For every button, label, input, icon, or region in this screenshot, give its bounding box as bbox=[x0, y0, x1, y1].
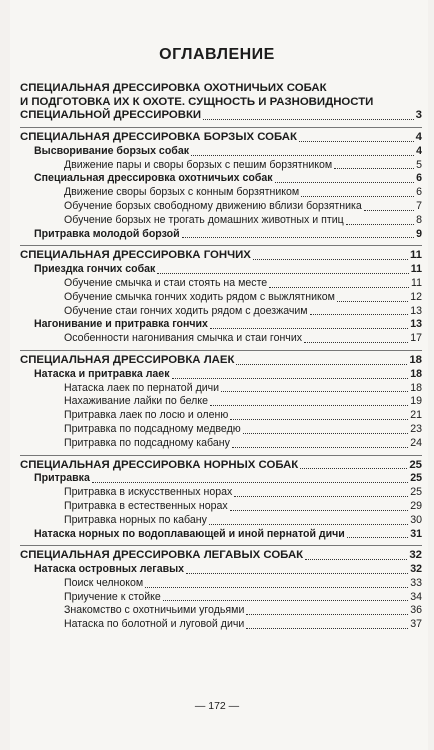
topic-entry[interactable] bbox=[20, 437, 422, 451]
topic-entry[interactable] bbox=[20, 186, 422, 200]
entry-title: Приучение к стойке bbox=[64, 590, 161, 603]
entry-title: Натаска норных по водоплавающей и иной пернатой дичи bbox=[34, 527, 345, 540]
dot-leader bbox=[364, 210, 414, 211]
topic-entry[interactable] bbox=[20, 604, 422, 618]
entry-title: СПЕЦИАЛЬНОЙ ДРЕССИРОВКИ bbox=[20, 109, 202, 122]
topic-entry[interactable] bbox=[20, 159, 422, 173]
topic-entry[interactable] bbox=[20, 382, 422, 396]
entry-title: СПЕЦИАЛЬНАЯ ДРЕССИРОВКА ЛАЕК bbox=[20, 353, 235, 366]
entry-title: Специальная дрессировка охотничьих собак bbox=[34, 172, 273, 185]
entry-title: Притравка лаек по лосю и оленю bbox=[64, 409, 229, 422]
page-number: 37 bbox=[410, 618, 422, 631]
dot-leader bbox=[236, 364, 407, 365]
topic-entry[interactable] bbox=[20, 200, 422, 214]
section-heading[interactable] bbox=[20, 549, 422, 563]
page-number: 17 bbox=[410, 332, 422, 345]
entry-title: Натаска по болотной и луговой дичи bbox=[64, 618, 245, 631]
entry-title: Обучение смычка и стаи стоять на месте bbox=[64, 276, 268, 289]
page-number: 9 bbox=[416, 227, 422, 240]
entry-title: Притравка норных по кабану bbox=[64, 513, 207, 526]
entry-title: Высворивание борзых собак bbox=[34, 144, 190, 157]
dot-leader bbox=[346, 224, 414, 225]
entry-title: Нахаживание лайки по белке bbox=[64, 395, 208, 408]
entry-title: Знакомство с охотничьими угодьями bbox=[64, 604, 245, 617]
entry-title: Натаска островных легавых bbox=[34, 563, 185, 576]
dot-leader bbox=[230, 510, 409, 511]
page-number: 18 bbox=[410, 381, 422, 394]
entry-title: Притравка в искусственных норах bbox=[64, 486, 233, 499]
dot-leader bbox=[337, 301, 408, 302]
entry-title: Движение пары и своры борзых с пешим борзятником bbox=[64, 158, 333, 171]
dot-leader bbox=[232, 447, 408, 448]
topic-entry[interactable] bbox=[20, 500, 422, 514]
topic-entry[interactable] bbox=[20, 214, 422, 228]
dot-leader bbox=[182, 237, 414, 238]
entry-title: Приездка гончих собак bbox=[34, 263, 156, 276]
intro-line-1: СПЕЦИАЛЬНАЯ ДРЕССИРОВКА ОХОТНИЧЬИХ СОБАК bbox=[20, 82, 327, 94]
page-number: 8 bbox=[416, 213, 422, 226]
topic-entry[interactable] bbox=[20, 291, 422, 305]
page-number: 6 bbox=[416, 186, 422, 199]
topic-entry[interactable] bbox=[20, 514, 422, 528]
dot-leader bbox=[145, 587, 408, 588]
entry-title: Притравка bbox=[34, 472, 90, 485]
dot-leader bbox=[347, 537, 408, 538]
page-number: 6 bbox=[416, 172, 422, 185]
topic-entry[interactable] bbox=[20, 591, 422, 605]
dot-leader bbox=[243, 433, 408, 434]
intro-entry[interactable] bbox=[20, 109, 422, 123]
entry-title: Обучение борзых свободному движению вблизи борзятника bbox=[64, 199, 362, 212]
page-number: 29 bbox=[410, 499, 422, 512]
subsection-entry[interactable] bbox=[20, 368, 422, 382]
topic-entry[interactable] bbox=[20, 305, 422, 319]
page-number: 30 bbox=[410, 513, 422, 526]
topic-entry[interactable] bbox=[20, 395, 422, 409]
dot-leader bbox=[246, 614, 408, 615]
entry-title: Натаска лаек по пернатой дичи bbox=[64, 381, 220, 394]
topic-entry[interactable] bbox=[20, 423, 422, 437]
section-heading[interactable] bbox=[20, 459, 422, 473]
entry-title: Притравка молодой борзой bbox=[34, 227, 180, 240]
dot-leader bbox=[253, 259, 408, 260]
subsection-entry[interactable] bbox=[20, 563, 422, 577]
dot-leader bbox=[301, 196, 414, 197]
page-number: 5 bbox=[416, 158, 422, 171]
dot-leader bbox=[157, 273, 408, 274]
dot-leader bbox=[234, 496, 408, 497]
subsection-entry[interactable] bbox=[20, 172, 422, 186]
entry-title: СПЕЦИАЛЬНАЯ ДРЕССИРОВКА БОРЗЫХ СОБАК bbox=[20, 130, 297, 143]
subsection-entry[interactable] bbox=[20, 528, 422, 542]
page-title: ОГЛАВЛЕНИЕ bbox=[159, 46, 275, 63]
dot-leader bbox=[186, 573, 408, 574]
page-number: 11 bbox=[410, 263, 422, 276]
entry-title: Притравка по подсадному кабану bbox=[64, 436, 230, 449]
dot-leader bbox=[300, 468, 407, 469]
intro-line-2: И ПОДГОТОВКА ИХ К ОХОТЕ. СУЩНОСТЬ И РАЗНОВИДНОСТИ bbox=[20, 95, 374, 108]
section-separator bbox=[20, 127, 422, 128]
entry-title: СПЕЦИАЛЬНАЯ ДРЕССИРОВКА ЛЕГАВЫХ СОБАК bbox=[20, 549, 304, 562]
section-separator bbox=[20, 545, 422, 546]
topic-entry[interactable] bbox=[20, 486, 422, 500]
dot-leader bbox=[92, 482, 408, 483]
page-number: 33 bbox=[410, 576, 422, 589]
section-separator bbox=[20, 455, 422, 456]
page-number: 11 bbox=[409, 249, 422, 262]
dot-leader bbox=[269, 287, 409, 288]
subsection-entry[interactable] bbox=[20, 472, 422, 486]
page-number: 13 bbox=[410, 318, 422, 331]
entry-title: Натаска и притравка лаек bbox=[34, 367, 170, 380]
page-number: 36 bbox=[410, 604, 422, 617]
page-number: 25 bbox=[409, 458, 422, 471]
dot-leader bbox=[334, 168, 414, 169]
dot-leader bbox=[304, 342, 408, 343]
section-heading[interactable] bbox=[20, 249, 422, 263]
dot-leader bbox=[299, 141, 414, 142]
entry-title: СПЕЦИАЛЬНАЯ ДРЕССИРОВКА ГОНЧИХ bbox=[20, 249, 251, 262]
page-number: 25 bbox=[410, 486, 422, 499]
entry-title: СПЕЦИАЛЬНАЯ ДРЕССИРОВКА НОРНЫХ СОБАК bbox=[20, 458, 299, 471]
entry-title: Притравка по подсадному медведю bbox=[64, 422, 241, 435]
section-heading[interactable] bbox=[20, 354, 422, 368]
dot-leader bbox=[210, 328, 408, 329]
page-number: 32 bbox=[410, 563, 422, 576]
subsection-entry[interactable] bbox=[20, 263, 422, 277]
page-footer-number: — 172 — bbox=[194, 700, 240, 712]
page-number: 4 bbox=[415, 130, 422, 143]
entry-title: Движение своры борзых с конным борзятником bbox=[64, 186, 300, 199]
entry-title: Обучение смычка гончих ходить рядом с выжлятником bbox=[64, 290, 335, 303]
page-number: 24 bbox=[410, 436, 422, 449]
section-heading[interactable] bbox=[20, 131, 422, 145]
page-number: 11 bbox=[411, 276, 422, 289]
dot-leader bbox=[203, 119, 414, 120]
page-number: 19 bbox=[410, 395, 422, 408]
entry-title: Поиск челноком bbox=[64, 576, 144, 589]
entry-title: Особенности нагонивания смычка и стаи гончих bbox=[64, 332, 303, 345]
page-number: 13 bbox=[410, 304, 422, 317]
page-number: 21 bbox=[410, 409, 422, 422]
topic-entry[interactable] bbox=[20, 332, 422, 346]
page-number: 34 bbox=[410, 590, 422, 603]
page-number: 18 bbox=[409, 353, 422, 366]
entry-title: Притравка в естественных норах bbox=[64, 499, 228, 512]
dot-leader bbox=[246, 628, 408, 629]
dot-leader bbox=[230, 419, 408, 420]
dot-leader bbox=[310, 314, 409, 315]
subsection-entry[interactable] bbox=[20, 145, 422, 159]
dot-leader bbox=[163, 600, 408, 601]
page-number: 25 bbox=[410, 472, 422, 485]
page-number: 4 bbox=[416, 144, 422, 157]
page-number: 12 bbox=[410, 290, 422, 303]
topic-entry[interactable] bbox=[20, 409, 422, 423]
page-number: 23 bbox=[410, 422, 422, 435]
subsection-entry[interactable] bbox=[20, 318, 422, 332]
page-number: 31 bbox=[410, 527, 422, 540]
topic-entry[interactable] bbox=[20, 618, 422, 632]
section-separator bbox=[20, 245, 422, 246]
dot-leader bbox=[275, 182, 414, 183]
page-number: 32 bbox=[409, 549, 422, 562]
dot-leader bbox=[209, 524, 408, 525]
dot-leader bbox=[305, 559, 407, 560]
entry-title: Нагонивание и притравка гончих bbox=[34, 318, 208, 331]
topic-entry[interactable] bbox=[20, 577, 422, 591]
dot-leader bbox=[221, 391, 408, 392]
entry-title: Обучение борзых не трогать домашних животных и птиц bbox=[64, 213, 344, 226]
page-number: 7 bbox=[416, 199, 422, 212]
topic-entry[interactable] bbox=[20, 277, 422, 291]
dot-leader bbox=[210, 405, 408, 406]
page-number: 3 bbox=[415, 109, 422, 122]
section-separator bbox=[20, 350, 422, 351]
dot-leader bbox=[191, 155, 414, 156]
entry-title: Обучение стаи гончих ходить рядом с доезжачим bbox=[64, 304, 308, 317]
page-number: 18 bbox=[410, 367, 422, 380]
subsection-entry[interactable] bbox=[20, 228, 422, 242]
dot-leader bbox=[172, 378, 409, 379]
table-of-contents bbox=[20, 82, 422, 632]
